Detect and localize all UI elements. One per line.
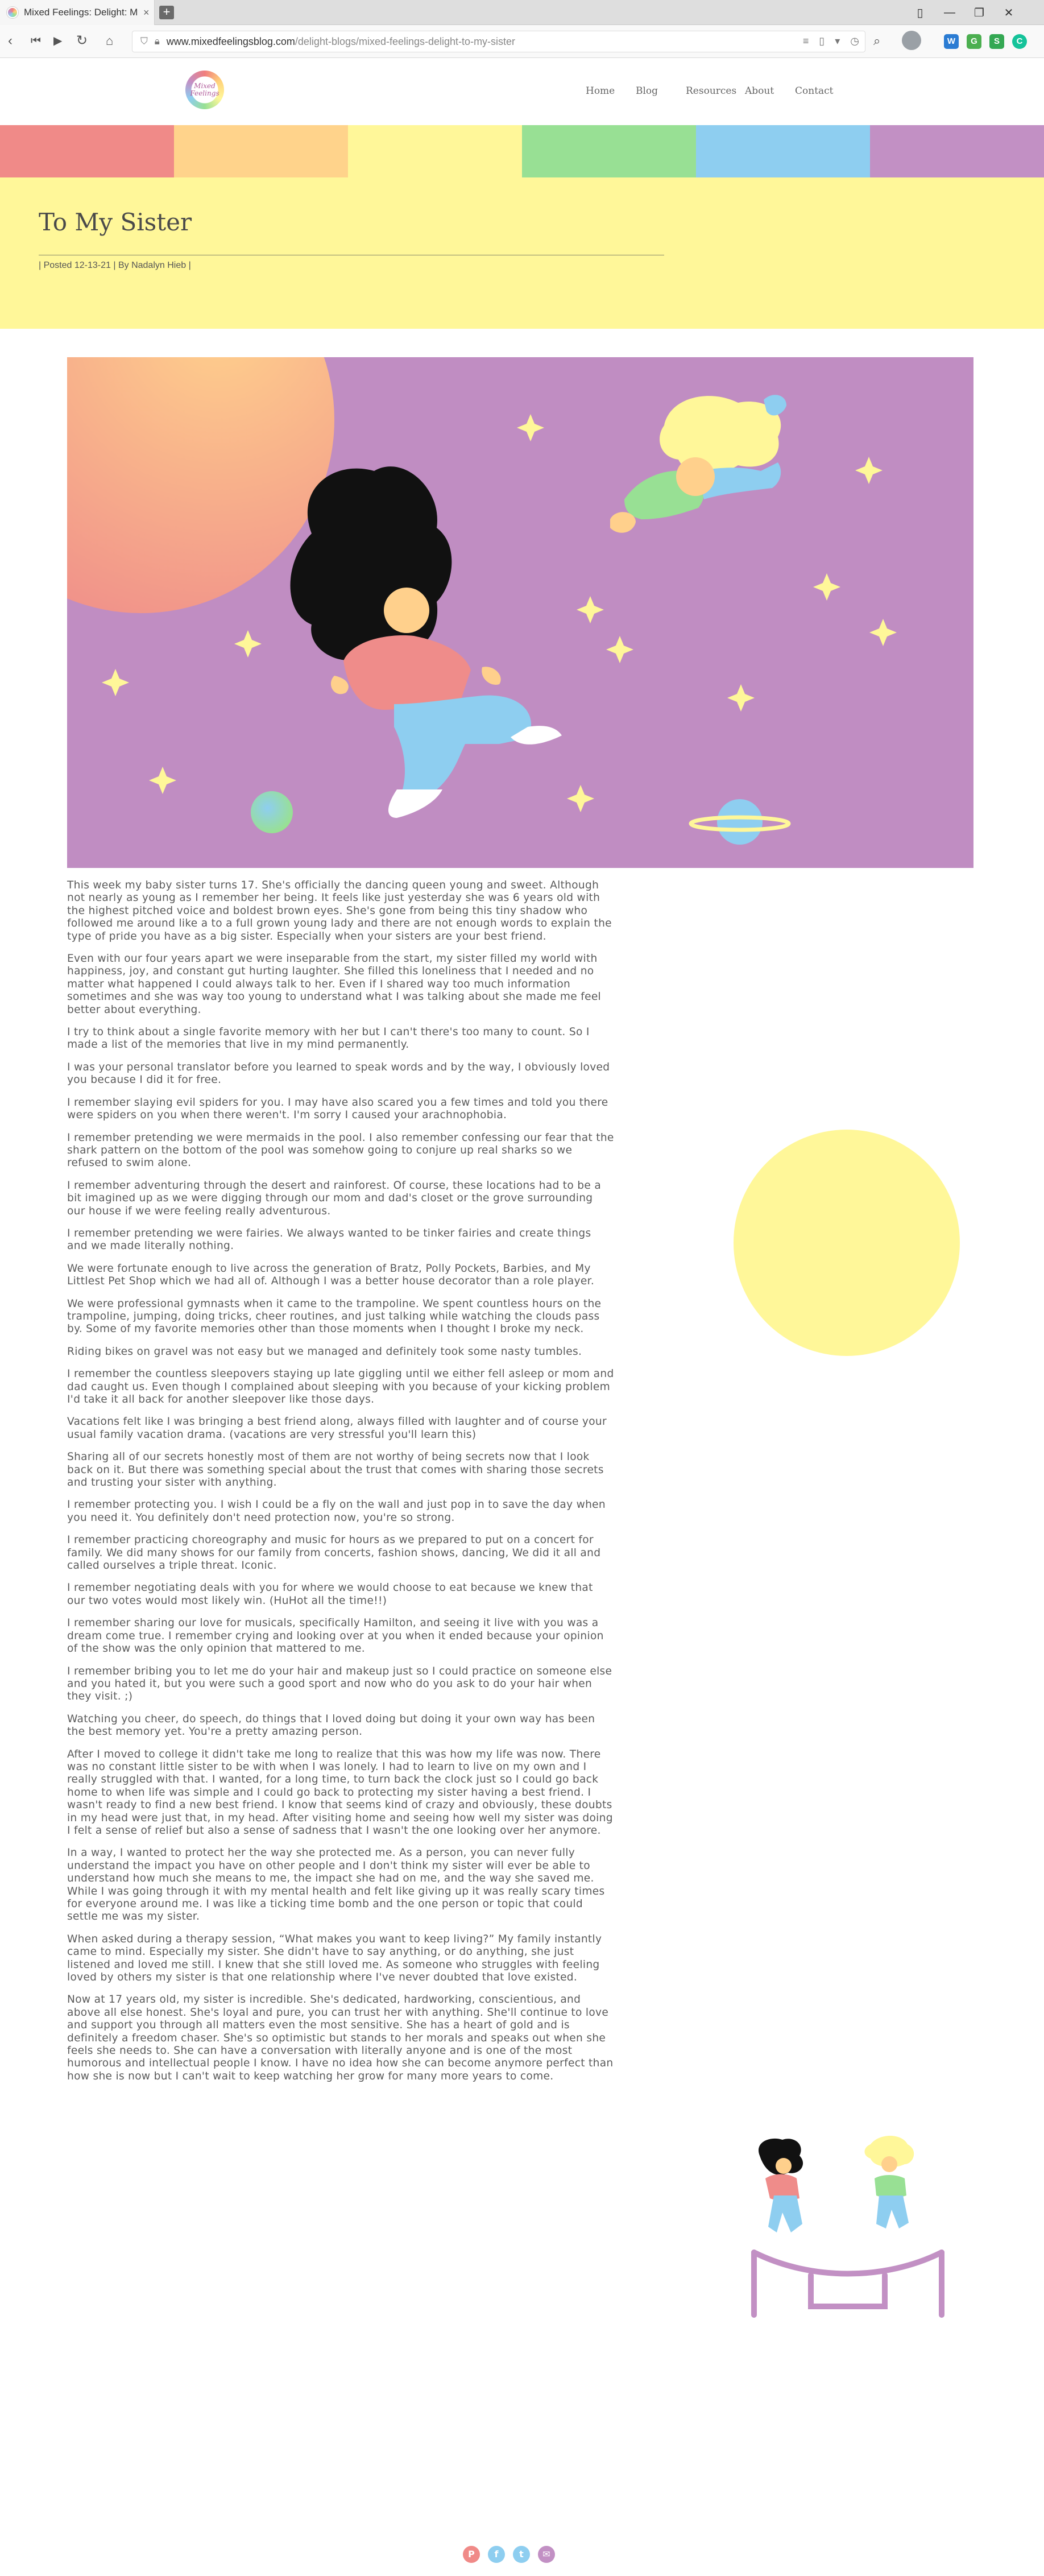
close-window-icon[interactable]: ✕ [1004,6,1014,19]
browser-tab-bar [0,0,1044,25]
trampoline-illustration [743,2133,953,2332]
article-paragraph: I remember protecting you. I wish I could be a fly on the wall and just pop in to save the day when you need it. You definitely don't need protection now, you're so strong. [67,1499,606,1524]
site-favicon-icon [7,7,18,18]
color-stripe [0,125,174,177]
title-band [0,177,1044,329]
article-paragraph: After I moved to college it didn't take me long to realize that this was how my life was now. There was no constant little sister to be with when I was lonely. I had to learn to live on my own and I really struggled with that. I wanted, for a long time, to turn back the clock just so I could go back home to when life was simple and I could go back to protecting my sister having a best friend. I wasn't ready to find a new best friend. I know that seems kind of crazy and obviously, these doubts in my head were just that, in my head. After visiting home and seeing how well my sister was doing I felt a sense of relief but also a sense of sadness that I wasn't the one looking over her anymore. [67,1748,613,1837]
jumper-shirt [875,2175,906,2198]
dark-haired-jumper [759,2139,803,2232]
trampoline-mat [754,2252,942,2274]
reader-view-icon[interactable]: ≡ [802,35,809,47]
article-paragraph: Sharing all of our secrets honestly most of them are not worthy of being secrets now that I look back on it. But there was something special about the trust that comes with sharing those secrets and trusting your sister with anything. [67,1451,604,1489]
dropdown-chevron-icon[interactable]: ▾ [835,35,840,47]
article-paragraph: Watching you cheer, do speech, do things that I loved doing but doing it your own way has been the best memory yet. You're a pretty amazing person. [67,1713,595,1738]
decorative-yellow-circle [734,1130,960,1356]
browser-nav-bar [0,25,1044,58]
article-paragraph: I remember adventuring through the desert and rainforest. Of course, these locations had to be a bit imagined up as we were digging through our mom and dad's closet or the grove surrounding our house if we were feeling really adventurous. [67,1179,602,1217]
nav-contact[interactable]: Contact [795,85,834,97]
article-paragraph: I remember bribing you to let me do your hair and makeup just so I could practice on someone else and you hated it, but you were such a good sport and now who do you ask to do your hair when they visit. ;) [67,1665,612,1703]
color-stripe [522,125,696,177]
twitter-share-button[interactable]: t [513,2546,530,2563]
back-icon[interactable]: ‹ [8,33,13,48]
new-tab-button[interactable]: + [159,6,174,19]
article-paragraph: I remember pretending we were mermaids in the pool. I also remember confessing our fear that the shark pattern on the bottom of the pool was somehow going to conjure up real sharks so we refused to swim alone. [67,1131,614,1169]
color-stripe [174,125,348,177]
page-action-icon[interactable]: ▯ [819,35,825,47]
rainbow-stripe-band [0,125,1044,177]
color-stripe [696,125,870,177]
sister-hair [291,466,452,660]
profile-avatar-icon[interactable] [902,31,921,50]
logo-line-1: Mixed [194,82,216,90]
jumper-face [881,2156,897,2172]
article-paragraph: I remember pretending we were fairies. We always wanted to be tinker fairies and create things and we made literally nothing. [67,1227,591,1252]
facebook-share-button[interactable]: f [488,2546,505,2563]
search-icon[interactable]: ⌕ [873,34,881,48]
home-icon[interactable]: ⌂ [106,34,114,48]
clipboard-icon[interactable]: ▯ [917,6,923,19]
post-meta: | Posted 12-13-21 | By Nadalyn Hieb | [39,261,191,270]
small-planet [251,791,293,833]
article-paragraph: I remember practicing choreography and music for hours as we prepared to put on a concert for family. We did many shows for our family from concerts, fashion shows, dancing, We did it all and called ourselves a triple threat. Iconic. [67,1534,601,1572]
url-domain: www.mixedfeelingsblog.com [166,35,295,47]
article-paragraph: In a way, I wanted to protect her the way she protected me. As a person, you can never fully understand the impact you have on other people and I don't think my sister will ever be able to understand how much she means to me, the impact she had on me, and the way she saved me. While I was going through it with my mental health and felt like giving up it was really scary times for everyone around me. I was like a ticking time bomb and the one person or topic that could settle me was my sister. [67,1847,605,1923]
article-paragraph: Now at 17 years old, my sister is incredible. She's dedicated, hardworking, conscientious, and above all else honest. She's loyal and pure, you can trust her with anything. She'll continue to love and support you through all matters even the most sensitive. She has a heart of gold and is definitely a freedom chaser. She's so optimistic but stands to her morals and speaks out when she feels she needs to. She can have a conversation with literally anyone and is one of the most humorous and intellectual people I know. I have no idea how she can become anymore perfect than how she is now but I can't wait to keep watching her grow for many more years to come. [67,1994,614,2082]
nav-resources[interactable]: Resources [686,85,737,97]
ringed-planet [717,799,763,845]
email-share-button[interactable]: ✉ [538,2546,555,2563]
jumper-face [776,2158,792,2174]
article-paragraph: When asked during a therapy session, “What makes you want to keep living?” My family instantly came to mind. Especially my sister. She didn't have to say anything, or do anything, she just listened and loved me still. I knew that she still loved me. As someone who struggles with feeling loved by others my sister is that one relationship where I've never doubted that love existed. [67,1933,602,1984]
first-page-icon[interactable]: ⏮ [31,35,41,47]
restore-icon[interactable]: ❐ [974,6,984,19]
blonde-jumper [864,2136,914,2228]
tab-title: Mixed Feelings: Delight: M [24,7,138,18]
article-paragraph: Riding bikes on gravel was not easy but we managed and definitely took some nasty tumbles. [67,1345,582,1358]
blonde-face [676,457,715,496]
lock-icon: 🔒︎ [154,36,160,47]
reload-icon[interactable]: ↻ [76,33,88,48]
sheets-extension-icon[interactable]: S [989,34,1004,49]
minimize-icon[interactable]: — [944,6,955,19]
article-body [67,879,614,2093]
site-logo[interactable] [185,71,224,109]
article-paragraph: This week my baby sister turns 17. She's officially the dancing queen young and sweet. Although not nearly as young as I remember her being. It feels like just yesterday she was 6 years old with the highest pitched voice and boldest brown eyes. She's gone from being this tiny shadow who followed me around like a to a full grown young lady and there are not enough words to explain the type of pride you have as a big sister. Especially when your sisters are your best friend. [67,879,612,942]
jumper-pants [768,2195,802,2232]
nav-blog[interactable]: Blog [636,85,658,97]
url-path: /delight-blogs/mixed-feelings-delight-to-my-sister [295,35,516,47]
article-paragraph: I remember negotiating deals with you for where we would choose to eat because we knew that our two votes would most likely win. (HuHot all the time!!) [67,1582,593,1607]
article-paragraph: I remember sharing our love for musicals, specifically Hamilton, and seeing it live with you was a dream come true. I remember crying and looking over at you when it ended because your opinion of the show was the only opinion that mattered to me. [67,1617,604,1655]
color-stripe [348,125,522,177]
grammarly-extension-icon[interactable]: C [1012,34,1027,49]
shield-icon: ⛉ [140,36,148,47]
address-bar-actions [803,35,859,47]
logo-line-2: Feelings [190,89,219,97]
article-paragraph: I remember slaying evil spiders for you. I may have also scared you a few times and told you there were spiders on you when there weren't. I'm sorry I caused your arachnophobia. [67,1096,608,1122]
share-buttons [463,2546,555,2563]
nav-about[interactable]: About [745,85,774,97]
article-paragraph: Even with our four years apart we were inseparable from the start, my sister filled my world with happiness, joy, and constant gut hurting laughter. She filled this loneliness that I needed and no matter what happened I could always talk to her. Even if I shared way too much information sometimes and she was way too young to understand what I was talking about she made me feel better about everything. [67,953,602,1016]
post-title: To My Sister [39,208,192,236]
pinterest-share-button[interactable]: P [463,2546,480,2563]
main-menu [586,85,845,97]
article-paragraph: I was your personal translator before you learned to speak words and by the way, I obviously loved you because I did it for free. [67,1061,610,1086]
article-paragraph: Vacations felt like I was bringing a best friend along, always filled with laughter and of course your usual family vacation drama. (vacations are very stressful you'll learn this) [67,1416,607,1441]
site-header [0,58,1044,125]
grammar-extension-icon[interactable]: G [967,34,981,49]
browser-tab[interactable] [0,0,155,25]
article-paragraph: I try to think about a single favorite memory with her but I can't there's too many to count. So I made a list of the memories that live in my mind permanently. [67,1026,590,1051]
address-bar[interactable] [132,31,865,52]
sister-face [384,588,429,633]
history-icon[interactable]: ◷ [850,35,859,47]
article-paragraph: We were fortunate enough to live across the generation of Bratz, Polly Pockets, Barbies, and My Littlest Pet Shop which we had all of. Although I was a better house decorator than a role player. [67,1262,595,1288]
word-extension-icon[interactable]: W [944,34,959,49]
jumper-pants [876,2195,909,2228]
forward-icon[interactable]: ▶ [53,35,63,47]
article-paragraph: I remember the countless sleepovers staying up late giggling until we either fell asleep or mom and dad caught us. Even though I complained about sleeping with you because of your kicking problem I'd take it all back for another sleepover like those days. [67,1368,614,1405]
close-tab-icon[interactable]: × [143,6,150,18]
color-stripe [870,125,1044,177]
hero-illustration [67,357,973,868]
article-paragraph: We were professional gymnasts when it came to the trampoline. We spent countless hours on the trampoline, jumping, doing tricks, cheer routines, and just talking while watching the clouds pass by. Some of my favorite memories other than those moments when I thought I broke my neck. [67,1297,602,1335]
url-text [167,36,515,48]
nav-home[interactable]: Home [586,85,615,97]
